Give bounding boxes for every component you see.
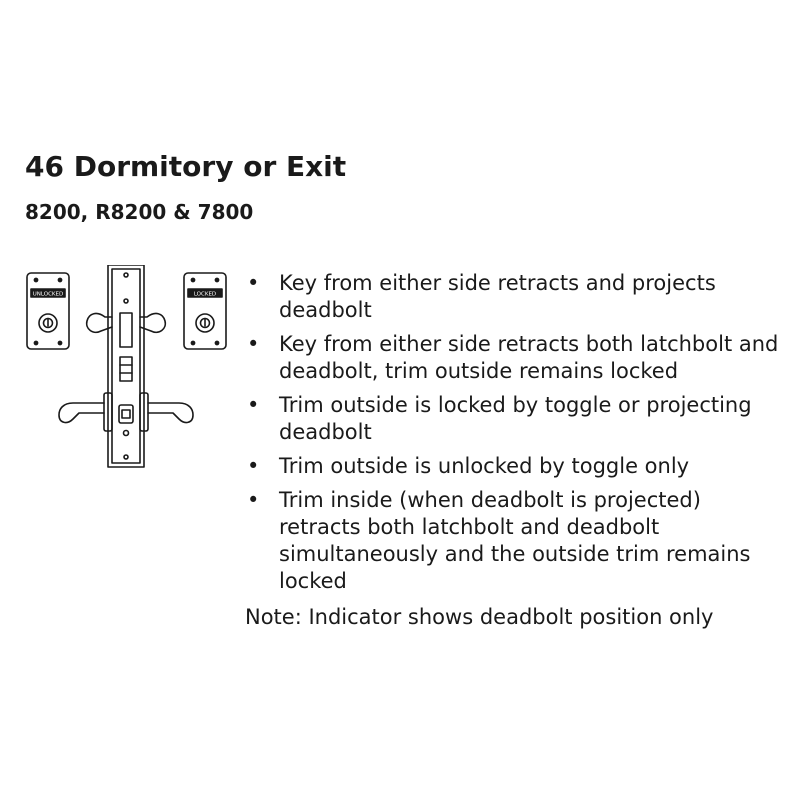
feature-text: Trim inside (when deadbolt is projected) retracts both latchbolt and deadbolt simultaneously and the outside trim remains locked [279,488,751,593]
feature-text: Key from either side retracts and projects deadbolt [279,271,716,322]
left-lever-icon [59,393,112,431]
list-item [245,487,785,595]
page-title: 46 Dormitory or Exit [25,150,347,183]
feature-list [245,270,785,602]
indicator-label-right: LOCKED [193,291,217,298]
bullet-icon: • [247,393,260,417]
bullet-icon: • [247,454,260,478]
feature-text: Trim outside is locked by toggle or projecting deadbolt [279,393,752,444]
indicator-note: Note: Indicator shows deadbolt position only [245,605,714,629]
right-lever-icon [140,393,193,431]
mortise-case-icon [108,265,144,467]
list-item [245,453,785,480]
lock-function-diagram [25,265,240,470]
list-item [245,270,785,324]
right-escutcheon-icon [184,273,226,349]
list-item [245,331,785,385]
list-item [245,392,785,446]
bullet-icon: • [247,488,260,512]
mortise-lock-diagram-icon [25,265,240,470]
left-escutcheon-icon [27,273,69,349]
model-numbers: 8200, R8200 & 7800 [25,200,254,224]
bullet-icon: • [247,271,260,295]
feature-text: Key from either side retracts both latchbolt and deadbolt, trim outside remains locked [279,332,779,383]
bullet-icon: • [247,332,260,356]
indicator-label-left: UNLOCKED [32,291,64,298]
feature-text: Trim outside is unlocked by toggle only [279,454,690,478]
